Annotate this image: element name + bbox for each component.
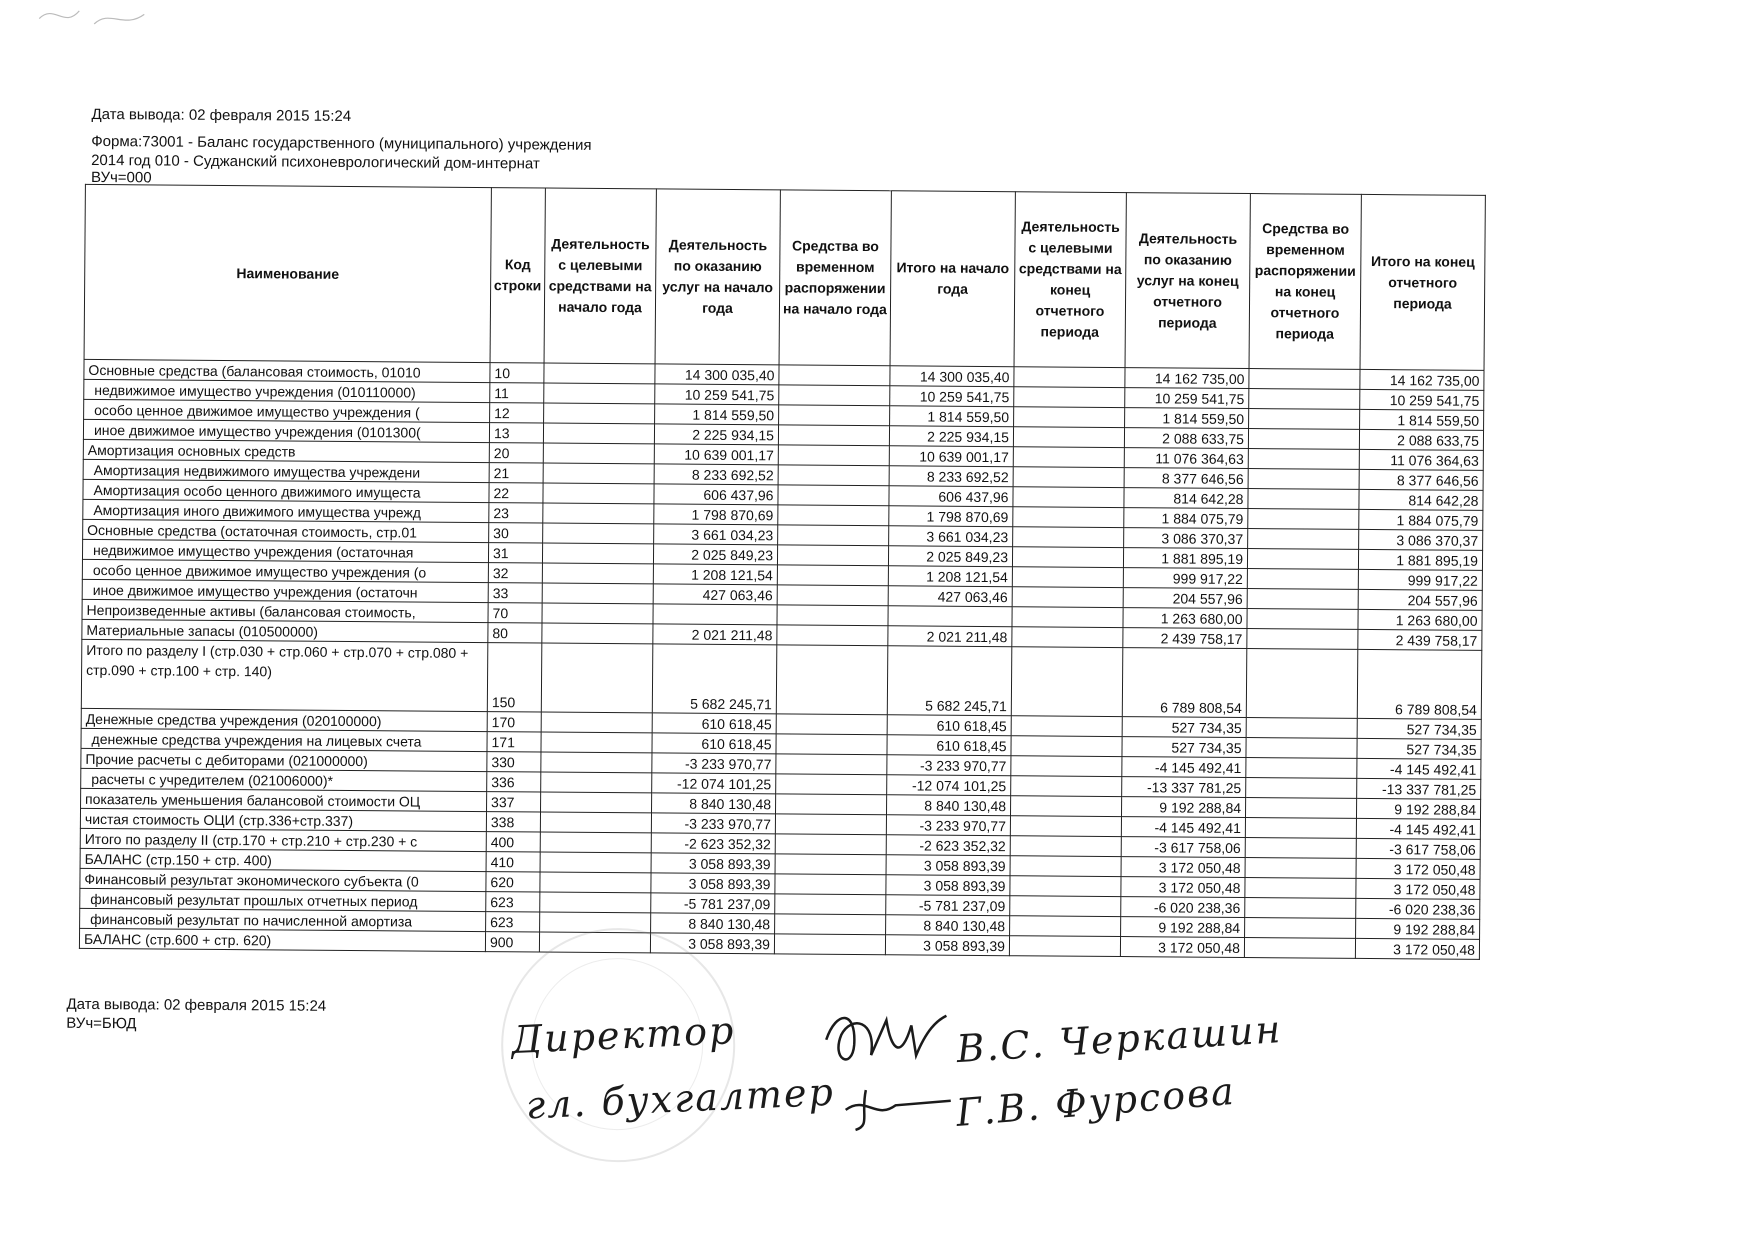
cell-target-end (1010, 896, 1121, 917)
cell-services-start: -3 233 970,77 (652, 753, 776, 774)
row-code: 620 (486, 872, 540, 892)
cell-temporary-start (778, 425, 889, 446)
row-code: 23 (489, 503, 543, 523)
cell-temporary-start (777, 565, 888, 586)
cell-services-end: 10 259 541,75 (1125, 388, 1249, 409)
row-code: 21 (489, 463, 543, 483)
cell-temporary-start (777, 625, 888, 646)
cell-total-start: 2 025 849,23 (888, 546, 1012, 567)
cell-services-end: 9 192 288,84 (1121, 797, 1245, 818)
cell-target-end (1011, 716, 1122, 737)
row-name: Амортизация особо ценного движимого имущеста (83, 479, 489, 502)
cell-target-start (541, 643, 653, 713)
cell-services-start: 3 058 893,39 (650, 933, 774, 954)
column-header: Деятельность по оказанию услуг на начало года (655, 189, 780, 365)
row-code: 10 (490, 363, 544, 383)
cell-target-end (1013, 507, 1124, 528)
cell-total-end: -4 145 492,41 (1357, 758, 1481, 779)
cell-target-end (1010, 816, 1121, 837)
cell-temporary-start (776, 774, 887, 795)
row-name: финансовый результат по начисленной амортиза (80, 908, 486, 931)
cell-temporary-end (1245, 878, 1356, 899)
cell-temporary-end (1248, 489, 1359, 510)
cell-target-end (1011, 736, 1122, 757)
cell-target-end (1010, 916, 1121, 937)
row-name: Основные средства (остаточная стоимость, стр.01 (83, 519, 489, 542)
cell-target-start (542, 623, 653, 644)
cell-services-end: -4 145 492,41 (1121, 817, 1245, 838)
cell-target-start (542, 583, 653, 604)
cell-total-start: -12 074 101,25 (887, 775, 1011, 796)
cell-services-start: 3 058 893,39 (651, 853, 775, 874)
cell-temporary-end (1245, 798, 1356, 819)
row-code: 30 (489, 523, 543, 543)
row-code: 400 (486, 832, 540, 852)
row-code: 31 (488, 543, 542, 563)
cell-total-start (888, 606, 1012, 627)
cell-target-start (542, 603, 653, 624)
row-name: особо ценное движимое имущество учреждения (о (82, 559, 488, 582)
cell-total-end: 6 789 808,54 (1357, 649, 1482, 719)
column-header: Итого на конец отчетного периода (1360, 194, 1485, 370)
cell-total-end: 9 192 288,84 (1356, 918, 1480, 939)
cell-services-end: 6 789 808,54 (1122, 648, 1247, 718)
cell-temporary-end (1248, 529, 1359, 550)
row-name: Итого по разделу I (стр.030 + стр.060 + стр.070 + стр.080 + стр.090 + стр.100 + стр. 140) (81, 639, 488, 711)
cell-services-start: 2 025 849,23 (653, 544, 777, 565)
cell-services-start: 610 618,45 (652, 733, 776, 754)
cell-temporary-end (1247, 609, 1358, 630)
row-name: Непроизведенные активы (балансовая стоимость, (82, 599, 488, 622)
cell-total-end: 527 734,35 (1357, 738, 1481, 759)
cell-total-end: 3 172 050,48 (1356, 858, 1480, 879)
cell-target-end (1010, 836, 1121, 857)
row-code: 338 (486, 812, 540, 832)
cell-temporary-start (776, 734, 887, 755)
row-code: 171 (487, 732, 541, 752)
row-name: Прочие расчеты с дебиторами (021000000) (81, 748, 487, 771)
cell-target-start (544, 383, 655, 404)
cell-target-start (541, 752, 652, 773)
vuch-code: ВУч=000 (90, 168, 152, 187)
row-name: БАЛАНС (стр.600 + стр. 620) (79, 928, 485, 951)
cell-target-start (541, 792, 652, 813)
cell-total-start: 8 233 692,52 (889, 466, 1013, 487)
signature-director-name: В.С. Черкашин (955, 1006, 1284, 1072)
cell-services-start: 3 058 893,39 (651, 873, 775, 894)
cell-services-start: -3 233 970,77 (651, 813, 775, 834)
cell-total-start: 1 798 870,69 (889, 506, 1013, 527)
cell-services-end: 1 263 680,00 (1123, 608, 1247, 629)
cell-temporary-start (779, 405, 890, 426)
cell-services-end: 204 557,96 (1123, 588, 1247, 609)
cell-services-start: 8 233 692,52 (654, 464, 778, 485)
cell-services-end: 3 172 050,48 (1121, 877, 1245, 898)
table-row (81, 639, 1481, 719)
cell-services-start: 10 259 541,75 (655, 384, 779, 405)
row-name: иное движимое имущество учреждения (0101300( (83, 419, 489, 442)
table-body (79, 359, 1484, 959)
cell-temporary-end (1249, 369, 1360, 390)
cell-services-end: 814 642,28 (1124, 488, 1248, 509)
cell-temporary-end (1247, 549, 1358, 570)
cell-temporary-start (779, 385, 890, 406)
cell-target-end (1014, 407, 1125, 428)
cell-services-end: 11 076 364,63 (1124, 448, 1248, 469)
cell-target-end (1009, 936, 1120, 957)
cell-total-start: 610 618,45 (887, 715, 1011, 736)
cell-target-start (543, 523, 654, 544)
row-name: иное движимое имущество учреждения (остаточн (82, 579, 488, 602)
row-name: Материальные запасы (010500000) (82, 619, 488, 642)
cell-total-end: 2 439 758,17 (1358, 629, 1482, 650)
cell-services-end: 8 377 646,56 (1124, 468, 1248, 489)
cell-total-end: 527 734,35 (1357, 718, 1481, 739)
cell-services-end: -13 337 781,25 (1122, 777, 1246, 798)
cell-services-end: 1 884 075,79 (1124, 508, 1248, 529)
row-name: БАЛАНС (стр.150 + стр. 400) (80, 848, 486, 871)
cell-temporary-start (776, 794, 887, 815)
cell-total-start: 3 058 893,39 (886, 875, 1010, 896)
cell-target-end (1013, 467, 1124, 488)
cell-total-start: 1 208 121,54 (888, 566, 1012, 587)
cell-services-end: -4 145 492,41 (1122, 757, 1246, 778)
cell-total-end: 10 259 541,75 (1360, 389, 1484, 410)
cell-temporary-start (775, 914, 886, 935)
row-code: 623 (486, 892, 540, 912)
row-name: недвижимое имущество учреждения (010110000) (84, 379, 490, 402)
cell-services-end: 1 814 559,50 (1125, 408, 1249, 429)
row-name: Финансовый результат экономического субъекта (0 (80, 868, 486, 891)
cell-temporary-end (1245, 818, 1356, 839)
row-code: 150 (487, 643, 542, 712)
cell-total-end: -4 145 492,41 (1356, 818, 1480, 839)
cell-total-end: 14 162 735,00 (1360, 369, 1484, 390)
cell-target-start (540, 812, 651, 833)
cell-services-start: 5 682 245,71 (652, 644, 777, 714)
cell-services-start: -12 074 101,25 (652, 773, 776, 794)
row-name: Амортизация иного движимого имущества учрежд (83, 499, 489, 522)
cell-temporary-end (1248, 449, 1359, 470)
cell-temporary-end (1246, 649, 1358, 719)
institution-line: 2014 год 010 - Суджанский психоневрологический дом-интернат (91, 151, 540, 173)
cell-target-start (543, 503, 654, 524)
cell-total-end: 1 884 075,79 (1359, 509, 1483, 530)
cell-temporary-start (777, 605, 888, 626)
cell-total-end: -3 617 758,06 (1356, 838, 1480, 859)
output-date: Дата вывода: 02 февраля 2015 15:24 (91, 105, 352, 125)
cell-services-end: 3 172 050,48 (1121, 857, 1245, 878)
cell-target-end (1012, 627, 1123, 648)
cell-total-start: -5 781 237,09 (886, 895, 1010, 916)
cell-temporary-end (1246, 718, 1357, 739)
cell-temporary-start (778, 525, 889, 546)
output-date-footer: Дата вывода: 02 февраля 2015 15:24 (66, 995, 327, 1015)
row-name: чистая стоимость ОЦИ (стр.336+стр.337) (80, 808, 486, 831)
cell-target-start (543, 423, 654, 444)
cell-target-end (1010, 856, 1121, 877)
cell-total-end: 3 172 050,48 (1355, 938, 1479, 959)
cell-temporary-start (775, 834, 886, 855)
cell-target-start (541, 732, 652, 753)
cell-temporary-end (1248, 429, 1359, 450)
row-code: 20 (489, 443, 543, 463)
column-header: Средства во временном распоряжении на конец отчетного периода (1249, 194, 1361, 370)
cell-temporary-end (1246, 738, 1357, 759)
table-header-row (84, 184, 1485, 370)
signature-director-title: Директор (510, 1008, 737, 1063)
column-header: Код строки (490, 188, 545, 363)
cell-temporary-start (774, 934, 885, 955)
cell-target-start (540, 832, 651, 853)
cell-temporary-end (1249, 389, 1360, 410)
cell-target-end (1010, 876, 1121, 897)
column-header: Итого на начало года (890, 191, 1015, 367)
cell-total-end: -6 020 238,36 (1356, 898, 1480, 919)
cell-target-end (1013, 527, 1124, 548)
scan-artifact-mark (34, 0, 164, 40)
cell-temporary-end (1244, 938, 1355, 959)
cell-services-start: 14 300 035,40 (655, 364, 779, 385)
row-code: 170 (487, 712, 541, 732)
cell-total-end: 11 076 364,63 (1359, 449, 1483, 470)
balance-table (79, 184, 1486, 960)
cell-total-start: 2 021 211,48 (888, 626, 1012, 647)
row-name: Амортизация основных средств (83, 439, 489, 462)
vuch-code-footer: ВУч=БЮД (66, 1014, 137, 1033)
cell-temporary-start (778, 445, 889, 466)
signature-accountant-name: Г.В. Фурсова (954, 1068, 1238, 1135)
cell-services-end: 1 881 895,19 (1123, 548, 1247, 569)
cell-services-end: 3 172 050,48 (1120, 937, 1244, 958)
cell-total-start: 427 063,46 (888, 586, 1012, 607)
cell-total-start: 2 225 934,15 (889, 426, 1013, 447)
cell-total-start: 606 437,96 (889, 486, 1013, 507)
cell-total-start: 8 840 130,48 (887, 795, 1011, 816)
cell-services-end: -3 617 758,06 (1121, 837, 1245, 858)
cell-services-start: 8 840 130,48 (652, 793, 776, 814)
cell-temporary-start (778, 465, 889, 486)
director-signature (816, 1000, 957, 1081)
cell-total-end: 8 377 646,56 (1359, 469, 1483, 490)
cell-total-end: 1 881 895,19 (1358, 549, 1482, 570)
cell-target-end (1014, 387, 1125, 408)
column-header: Наименование (84, 184, 491, 362)
cell-services-end: -6 020 238,36 (1121, 897, 1245, 918)
cell-services-end: 527 734,35 (1122, 717, 1246, 738)
cell-services-start: -5 781 237,09 (651, 893, 775, 914)
cell-total-start: 14 300 035,40 (890, 366, 1014, 387)
cell-total-start: 10 639 001,17 (889, 446, 1013, 467)
cell-total-start: -3 233 970,77 (886, 815, 1010, 836)
cell-target-end (1011, 776, 1122, 797)
cell-target-end (1012, 607, 1123, 628)
cell-services-start: 3 661 034,23 (654, 524, 778, 545)
cell-services-end: 2 439 758,17 (1123, 628, 1247, 649)
row-code: 13 (489, 423, 543, 443)
accountant-signature (835, 1075, 965, 1136)
cell-target-end (1011, 756, 1122, 777)
cell-temporary-start (776, 645, 888, 715)
cell-target-end (1012, 547, 1123, 568)
row-code: 80 (488, 623, 542, 643)
cell-services-start (653, 604, 777, 625)
cell-temporary-start (775, 874, 886, 895)
cell-total-end: 204 557,96 (1358, 589, 1482, 610)
cell-services-start: 1 798 870,69 (654, 504, 778, 525)
row-name: недвижимое имущество учреждения (остаточная (82, 539, 488, 562)
column-header: Деятельность с целевыми средствами на конец отчетного периода (1014, 192, 1126, 368)
cell-target-start (540, 852, 651, 873)
cell-total-end: 1 814 559,50 (1360, 409, 1484, 430)
row-code: 22 (489, 483, 543, 503)
cell-target-start (544, 363, 655, 384)
cell-total-start: 8 840 130,48 (886, 915, 1010, 936)
cell-services-start: 10 639 001,17 (654, 444, 778, 465)
cell-temporary-end (1248, 509, 1359, 530)
cell-temporary-end (1247, 629, 1358, 650)
cell-temporary-start (775, 894, 886, 915)
cell-total-start: 5 682 245,71 (887, 646, 1012, 716)
cell-services-start: 1 814 559,50 (655, 404, 779, 425)
column-header: Деятельность с целевыми средствами на начало года (544, 188, 656, 364)
cell-temporary-start (777, 545, 888, 566)
row-code: 32 (488, 563, 542, 583)
cell-target-end (1011, 647, 1123, 717)
cell-target-end (1012, 567, 1123, 588)
cell-target-end (1014, 367, 1125, 388)
cell-temporary-end (1245, 858, 1356, 879)
cell-temporary-end (1246, 778, 1357, 799)
cell-target-start (543, 483, 654, 504)
cell-temporary-end (1245, 838, 1356, 859)
row-code: 410 (486, 852, 540, 872)
row-name: особо ценное движимое имущество учреждения ( (84, 399, 490, 422)
cell-temporary-end (1249, 409, 1360, 430)
cell-target-start (542, 543, 653, 564)
cell-total-start: 10 259 541,75 (890, 386, 1014, 407)
cell-total-end: 814 642,28 (1359, 489, 1483, 510)
cell-total-end: -13 337 781,25 (1357, 778, 1481, 799)
cell-temporary-start (777, 585, 888, 606)
cell-temporary-start (776, 754, 887, 775)
cell-target-start (544, 403, 655, 424)
cell-temporary-start (776, 714, 887, 735)
row-name: показатель уменьшения балансовой стоимости ОЦ (81, 788, 487, 811)
cell-services-end: 14 162 735,00 (1125, 368, 1249, 389)
cell-services-end: 527 734,35 (1122, 737, 1246, 758)
cell-services-start: 610 618,45 (652, 713, 776, 734)
cell-temporary-start (778, 485, 889, 506)
row-name: денежные средства учреждения на лицевых счета (81, 728, 487, 751)
cell-services-start: 2 225 934,15 (654, 424, 778, 445)
column-header: Деятельность по оказанию услуг на конец отчетного периода (1125, 193, 1250, 369)
cell-services-start: 427 063,46 (653, 584, 777, 605)
cell-target-start (541, 712, 652, 733)
cell-total-start: 1 814 559,50 (890, 406, 1014, 427)
row-code: 900 (485, 932, 539, 952)
row-code: 70 (488, 603, 542, 623)
cell-total-start: -3 233 970,77 (887, 755, 1011, 776)
cell-target-start (543, 463, 654, 484)
cell-target-end (1013, 427, 1124, 448)
cell-total-start: 3 661 034,23 (889, 526, 1013, 547)
cell-temporary-start (779, 365, 890, 386)
cell-total-end: 1 263 680,00 (1358, 609, 1482, 630)
cell-target-start (540, 892, 651, 913)
row-name: Денежные средства учреждения (020100000) (81, 708, 487, 731)
row-code: 33 (488, 583, 542, 603)
cell-total-start: -2 623 352,32 (886, 835, 1010, 856)
cell-total-start: 610 618,45 (887, 735, 1011, 756)
cell-target-start (540, 872, 651, 893)
cell-target-start (541, 772, 652, 793)
cell-services-start: 8 840 130,48 (651, 913, 775, 934)
row-code: 337 (487, 792, 541, 812)
row-code: 12 (490, 403, 544, 423)
cell-temporary-end (1245, 918, 1356, 939)
signature-accountant-title: гл. бухгалтер (524, 1069, 836, 1128)
cell-services-end: 999 917,22 (1123, 568, 1247, 589)
row-name: Амортизация недвижимого имущества учреждени (83, 459, 489, 482)
cell-temporary-start (775, 854, 886, 875)
row-code: 11 (490, 383, 544, 403)
cell-services-start: 2 021 211,48 (653, 624, 777, 645)
row-name: финансовый результат прошлых отчетных период (80, 888, 486, 911)
row-name: Итого по разделу II (стр.170 + стр.210 + стр.230 + с (80, 828, 486, 851)
cell-total-end: 9 192 288,84 (1356, 798, 1480, 819)
row-name: Основные средства (балансовая стоимость, 01010 (84, 359, 490, 382)
cell-total-end: 999 917,22 (1358, 569, 1482, 590)
cell-temporary-end (1245, 898, 1356, 919)
cell-total-end: 2 088 633,75 (1359, 429, 1483, 450)
cell-services-start: -2 623 352,32 (651, 833, 775, 854)
cell-temporary-start (775, 814, 886, 835)
cell-target-end (1013, 447, 1124, 468)
form-title: Форма:73001 - Баланс государственного (муниципального) учреждения (91, 132, 592, 154)
cell-services-end: 3 086 370,37 (1124, 528, 1248, 549)
cell-services-start: 606 437,96 (654, 484, 778, 505)
cell-total-end: 3 086 370,37 (1359, 529, 1483, 550)
cell-services-end: 9 192 288,84 (1121, 917, 1245, 938)
cell-temporary-end (1248, 469, 1359, 490)
cell-total-start: 3 058 893,39 (885, 935, 1009, 956)
cell-target-start (542, 563, 653, 584)
row-code: 623 (486, 912, 540, 932)
row-code: 336 (487, 772, 541, 792)
column-header: Средства во временном распоряжении на начало года (779, 190, 891, 366)
cell-services-start: 1 208 121,54 (653, 564, 777, 585)
cell-target-end (1012, 587, 1123, 608)
cell-temporary-end (1246, 758, 1357, 779)
cell-target-end (1010, 796, 1121, 817)
row-name: расчеты с учредителем (021006000)* (81, 768, 487, 791)
cell-total-start: 3 058 893,39 (886, 855, 1010, 876)
cell-total-end: 3 172 050,48 (1356, 878, 1480, 899)
row-code: 330 (487, 752, 541, 772)
cell-target-end (1013, 487, 1124, 508)
cell-target-start (543, 443, 654, 464)
cell-services-end: 2 088 633,75 (1124, 428, 1248, 449)
cell-temporary-end (1247, 589, 1358, 610)
cell-temporary-start (778, 505, 889, 526)
cell-temporary-end (1247, 569, 1358, 590)
